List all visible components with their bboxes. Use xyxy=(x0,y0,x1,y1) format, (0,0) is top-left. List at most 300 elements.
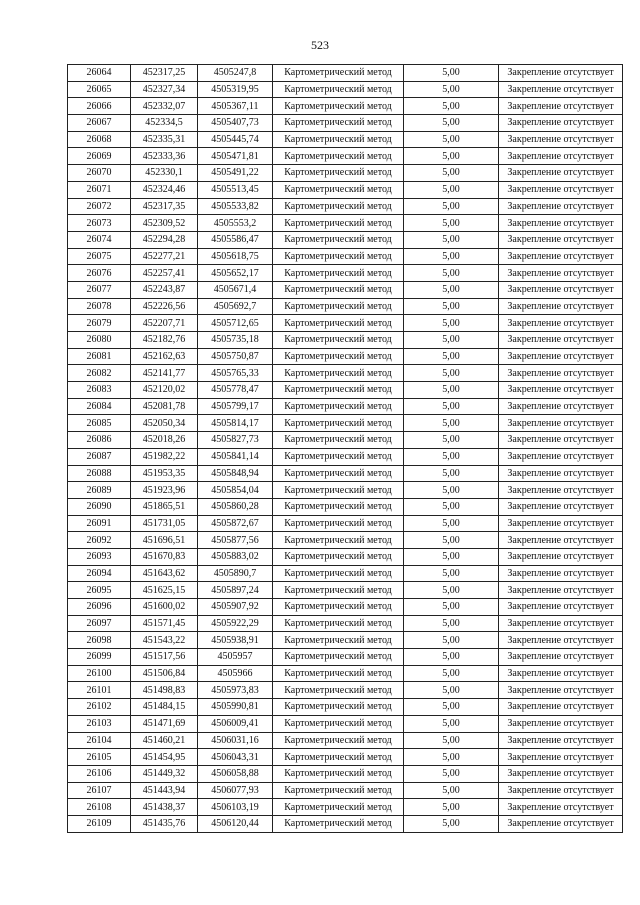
method-cell: Картометрический метод xyxy=(273,115,404,132)
table-row xyxy=(68,565,623,582)
table-row xyxy=(68,599,623,616)
y-coordinate-cell: 4505897,24 xyxy=(198,582,273,599)
point-number-cell: 26098 xyxy=(68,632,131,649)
x-coordinate-cell: 451471,69 xyxy=(131,715,198,732)
fixation-cell: Закрепление отсутствует xyxy=(499,415,623,432)
method-cell: Картометрический метод xyxy=(273,231,404,248)
method-cell: Картометрический метод xyxy=(273,765,404,782)
table-row xyxy=(68,448,623,465)
y-coordinate-cell: 4505618,75 xyxy=(198,248,273,265)
point-number-cell: 26086 xyxy=(68,432,131,449)
page-number: 523 xyxy=(311,38,329,52)
fixation-cell: Закрепление отсутствует xyxy=(499,599,623,616)
table-row xyxy=(68,632,623,649)
x-coordinate-cell: 452081,78 xyxy=(131,398,198,415)
fixation-cell: Закрепление отсутствует xyxy=(499,398,623,415)
accuracy-cell: 5,00 xyxy=(404,448,499,465)
point-number-cell: 26073 xyxy=(68,215,131,232)
method-cell: Картометрический метод xyxy=(273,699,404,716)
fixation-cell: Закрепление отсутствует xyxy=(499,515,623,532)
accuracy-cell: 5,00 xyxy=(404,98,499,115)
point-number-cell: 26083 xyxy=(68,382,131,399)
table-row xyxy=(68,281,623,298)
x-coordinate-cell: 452332,07 xyxy=(131,98,198,115)
method-cell: Картометрический метод xyxy=(273,799,404,816)
y-coordinate-cell: 4505877,56 xyxy=(198,532,273,549)
fixation-cell: Закрепление отсутствует xyxy=(499,565,623,582)
fixation-cell: Закрепление отсутствует xyxy=(499,65,623,82)
accuracy-cell: 5,00 xyxy=(404,465,499,482)
accuracy-cell: 5,00 xyxy=(404,799,499,816)
y-coordinate-cell: 4505533,82 xyxy=(198,198,273,215)
method-cell: Картометрический метод xyxy=(273,215,404,232)
y-coordinate-cell: 4505765,33 xyxy=(198,365,273,382)
method-cell: Картометрический метод xyxy=(273,81,404,98)
y-coordinate-cell: 4505692,7 xyxy=(198,298,273,315)
method-cell: Картометрический метод xyxy=(273,181,404,198)
point-number-cell: 26068 xyxy=(68,131,131,148)
method-cell: Картометрический метод xyxy=(273,131,404,148)
fixation-cell: Закрепление отсутствует xyxy=(499,632,623,649)
point-number-cell: 26104 xyxy=(68,732,131,749)
x-coordinate-cell: 452120,02 xyxy=(131,382,198,399)
table-row xyxy=(68,548,623,565)
table-row xyxy=(68,265,623,282)
point-number-cell: 26085 xyxy=(68,415,131,432)
method-cell: Картометрический метод xyxy=(273,248,404,265)
fixation-cell: Закрепление отсутствует xyxy=(499,815,623,832)
fixation-cell: Закрепление отсутствует xyxy=(499,231,623,248)
method-cell: Картометрический метод xyxy=(273,198,404,215)
table-row xyxy=(68,382,623,399)
table-row xyxy=(68,148,623,165)
method-cell: Картометрический метод xyxy=(273,815,404,832)
fixation-cell: Закрепление отсутствует xyxy=(499,165,623,182)
accuracy-cell: 5,00 xyxy=(404,665,499,682)
point-number-cell: 26080 xyxy=(68,332,131,349)
fixation-cell: Закрепление отсутствует xyxy=(499,498,623,515)
method-cell: Картометрический метод xyxy=(273,165,404,182)
accuracy-cell: 5,00 xyxy=(404,298,499,315)
method-cell: Картометрический метод xyxy=(273,265,404,282)
point-number-cell: 26076 xyxy=(68,265,131,282)
x-coordinate-cell: 451643,62 xyxy=(131,565,198,582)
y-coordinate-cell: 4505778,47 xyxy=(198,382,273,399)
method-cell: Картометрический метод xyxy=(273,632,404,649)
point-number-cell: 26065 xyxy=(68,81,131,98)
accuracy-cell: 5,00 xyxy=(404,115,499,132)
table-row xyxy=(68,365,623,382)
fixation-cell: Закрепление отсутствует xyxy=(499,665,623,682)
x-coordinate-cell: 451865,51 xyxy=(131,498,198,515)
table-row xyxy=(68,715,623,732)
y-coordinate-cell: 4506120,44 xyxy=(198,815,273,832)
point-number-cell: 26102 xyxy=(68,699,131,716)
fixation-cell: Закрепление отсутствует xyxy=(499,765,623,782)
point-number-cell: 26078 xyxy=(68,298,131,315)
point-number-cell: 26099 xyxy=(68,649,131,666)
method-cell: Картометрический метод xyxy=(273,348,404,365)
x-coordinate-cell: 451670,83 xyxy=(131,548,198,565)
fixation-cell: Закрепление отсутствует xyxy=(499,465,623,482)
x-coordinate-cell: 451449,32 xyxy=(131,765,198,782)
fixation-cell: Закрепление отсутствует xyxy=(499,749,623,766)
accuracy-cell: 5,00 xyxy=(404,632,499,649)
y-coordinate-cell: 4506103,19 xyxy=(198,799,273,816)
point-number-cell: 26072 xyxy=(68,198,131,215)
x-coordinate-cell: 451982,22 xyxy=(131,448,198,465)
x-coordinate-cell: 451600,02 xyxy=(131,599,198,616)
fixation-cell: Закрепление отсутствует xyxy=(499,532,623,549)
method-cell: Картометрический метод xyxy=(273,365,404,382)
fixation-cell: Закрепление отсутствует xyxy=(499,799,623,816)
y-coordinate-cell: 4505827,73 xyxy=(198,432,273,449)
y-coordinate-cell: 4505712,65 xyxy=(198,315,273,332)
x-coordinate-cell: 452243,87 xyxy=(131,281,198,298)
point-number-cell: 26093 xyxy=(68,548,131,565)
accuracy-cell: 5,00 xyxy=(404,649,499,666)
method-cell: Картометрический метод xyxy=(273,332,404,349)
point-number-cell: 26092 xyxy=(68,532,131,549)
method-cell: Картометрический метод xyxy=(273,732,404,749)
point-number-cell: 26066 xyxy=(68,98,131,115)
point-number-cell: 26094 xyxy=(68,565,131,582)
method-cell: Картометрический метод xyxy=(273,582,404,599)
point-number-cell: 26103 xyxy=(68,715,131,732)
point-number-cell: 26069 xyxy=(68,148,131,165)
point-number-cell: 26067 xyxy=(68,115,131,132)
accuracy-cell: 5,00 xyxy=(404,315,499,332)
fixation-cell: Закрепление отсутствует xyxy=(499,181,623,198)
x-coordinate-cell: 452018,26 xyxy=(131,432,198,449)
x-coordinate-cell: 451460,21 xyxy=(131,732,198,749)
table-row xyxy=(68,749,623,766)
method-cell: Картометрический метод xyxy=(273,532,404,549)
method-cell: Картометрический метод xyxy=(273,515,404,532)
method-cell: Картометрический метод xyxy=(273,298,404,315)
y-coordinate-cell: 4505922,29 xyxy=(198,615,273,632)
table-row xyxy=(68,198,623,215)
accuracy-cell: 5,00 xyxy=(404,732,499,749)
x-coordinate-cell: 451438,37 xyxy=(131,799,198,816)
accuracy-cell: 5,00 xyxy=(404,565,499,582)
x-coordinate-cell: 452317,25 xyxy=(131,65,198,82)
method-cell: Картометрический метод xyxy=(273,281,404,298)
table-row xyxy=(68,215,623,232)
y-coordinate-cell: 4505957 xyxy=(198,649,273,666)
table-row xyxy=(68,415,623,432)
y-coordinate-cell: 4505735,18 xyxy=(198,332,273,349)
method-cell: Картометрический метод xyxy=(273,565,404,582)
accuracy-cell: 5,00 xyxy=(404,715,499,732)
table-row xyxy=(68,532,623,549)
y-coordinate-cell: 4505445,74 xyxy=(198,131,273,148)
accuracy-cell: 5,00 xyxy=(404,148,499,165)
table-row xyxy=(68,115,623,132)
table-row xyxy=(68,665,623,682)
table-row xyxy=(68,615,623,632)
accuracy-cell: 5,00 xyxy=(404,482,499,499)
method-cell: Картометрический метод xyxy=(273,98,404,115)
method-cell: Картометрический метод xyxy=(273,599,404,616)
fixation-cell: Закрепление отсутствует xyxy=(499,81,623,98)
accuracy-cell: 5,00 xyxy=(404,198,499,215)
y-coordinate-cell: 4505938,91 xyxy=(198,632,273,649)
table-row xyxy=(68,799,623,816)
accuracy-cell: 5,00 xyxy=(404,398,499,415)
point-number-cell: 26096 xyxy=(68,599,131,616)
table-row xyxy=(68,315,623,332)
point-number-cell: 26064 xyxy=(68,65,131,82)
y-coordinate-cell: 4505872,67 xyxy=(198,515,273,532)
point-number-cell: 26097 xyxy=(68,615,131,632)
table-row xyxy=(68,165,623,182)
fixation-cell: Закрепление отсутствует xyxy=(499,699,623,716)
y-coordinate-cell: 4506077,93 xyxy=(198,782,273,799)
x-coordinate-cell: 451435,76 xyxy=(131,815,198,832)
y-coordinate-cell: 4505907,92 xyxy=(198,599,273,616)
fixation-cell: Закрепление отсутствует xyxy=(499,715,623,732)
x-coordinate-cell: 452162,63 xyxy=(131,348,198,365)
method-cell: Картометрический метод xyxy=(273,782,404,799)
x-coordinate-cell: 452333,36 xyxy=(131,148,198,165)
accuracy-cell: 5,00 xyxy=(404,181,499,198)
fixation-cell: Закрепление отсутствует xyxy=(499,198,623,215)
y-coordinate-cell: 4505247,8 xyxy=(198,65,273,82)
fixation-cell: Закрепление отсутствует xyxy=(499,265,623,282)
x-coordinate-cell: 452277,21 xyxy=(131,248,198,265)
table-row xyxy=(68,465,623,482)
fixation-cell: Закрепление отсутствует xyxy=(499,348,623,365)
accuracy-cell: 5,00 xyxy=(404,215,499,232)
x-coordinate-cell: 451506,84 xyxy=(131,665,198,682)
x-coordinate-cell: 452317,35 xyxy=(131,198,198,215)
table-row xyxy=(68,582,623,599)
point-number-cell: 26077 xyxy=(68,281,131,298)
fixation-cell: Закрепление отсутствует xyxy=(499,682,623,699)
method-cell: Картометрический метод xyxy=(273,382,404,399)
accuracy-cell: 5,00 xyxy=(404,548,499,565)
accuracy-cell: 5,00 xyxy=(404,699,499,716)
x-coordinate-cell: 451543,22 xyxy=(131,632,198,649)
table-row xyxy=(68,498,623,515)
y-coordinate-cell: 4506031,16 xyxy=(198,732,273,749)
fixation-cell: Закрепление отсутствует xyxy=(499,248,623,265)
table-row xyxy=(68,348,623,365)
accuracy-cell: 5,00 xyxy=(404,682,499,699)
fixation-cell: Закрепление отсутствует xyxy=(499,215,623,232)
method-cell: Картометрический метод xyxy=(273,315,404,332)
accuracy-cell: 5,00 xyxy=(404,515,499,532)
table-row xyxy=(68,782,623,799)
fixation-cell: Закрепление отсутствует xyxy=(499,315,623,332)
y-coordinate-cell: 4505491,22 xyxy=(198,165,273,182)
fixation-cell: Закрепление отсутствует xyxy=(499,782,623,799)
x-coordinate-cell: 452335,31 xyxy=(131,131,198,148)
y-coordinate-cell: 4505841,14 xyxy=(198,448,273,465)
y-coordinate-cell: 4505799,17 xyxy=(198,398,273,415)
x-coordinate-cell: 452330,1 xyxy=(131,165,198,182)
accuracy-cell: 5,00 xyxy=(404,749,499,766)
accuracy-cell: 5,00 xyxy=(404,165,499,182)
method-cell: Картометрический метод xyxy=(273,415,404,432)
y-coordinate-cell: 4505652,17 xyxy=(198,265,273,282)
accuracy-cell: 5,00 xyxy=(404,532,499,549)
x-coordinate-cell: 452324,46 xyxy=(131,181,198,198)
point-number-cell: 26105 xyxy=(68,749,131,766)
accuracy-cell: 5,00 xyxy=(404,248,499,265)
fixation-cell: Закрепление отсутствует xyxy=(499,615,623,632)
table-body xyxy=(68,65,623,833)
accuracy-cell: 5,00 xyxy=(404,281,499,298)
point-number-cell: 26100 xyxy=(68,665,131,682)
accuracy-cell: 5,00 xyxy=(404,615,499,632)
accuracy-cell: 5,00 xyxy=(404,131,499,148)
table-row xyxy=(68,732,623,749)
method-cell: Картометрический метод xyxy=(273,465,404,482)
x-coordinate-cell: 452050,34 xyxy=(131,415,198,432)
accuracy-cell: 5,00 xyxy=(404,765,499,782)
y-coordinate-cell: 4506058,88 xyxy=(198,765,273,782)
accuracy-cell: 5,00 xyxy=(404,582,499,599)
fixation-cell: Закрепление отсутствует xyxy=(499,131,623,148)
fixation-cell: Закрепление отсутствует xyxy=(499,482,623,499)
fixation-cell: Закрепление отсутствует xyxy=(499,582,623,599)
fixation-cell: Закрепление отсутствует xyxy=(499,332,623,349)
table-row xyxy=(68,699,623,716)
point-number-cell: 26088 xyxy=(68,465,131,482)
x-coordinate-cell: 452309,52 xyxy=(131,215,198,232)
y-coordinate-cell: 4505586,47 xyxy=(198,231,273,248)
table-row xyxy=(68,765,623,782)
x-coordinate-cell: 452257,41 xyxy=(131,265,198,282)
table-row xyxy=(68,815,623,832)
table-row xyxy=(68,231,623,248)
x-coordinate-cell: 451454,95 xyxy=(131,749,198,766)
y-coordinate-cell: 4505966 xyxy=(198,665,273,682)
point-number-cell: 26087 xyxy=(68,448,131,465)
table-row xyxy=(68,298,623,315)
method-cell: Картометрический метод xyxy=(273,448,404,465)
method-cell: Картометрический метод xyxy=(273,65,404,82)
fixation-cell: Закрепление отсутствует xyxy=(499,98,623,115)
x-coordinate-cell: 451443,94 xyxy=(131,782,198,799)
method-cell: Картометрический метод xyxy=(273,665,404,682)
point-number-cell: 26074 xyxy=(68,231,131,248)
x-coordinate-cell: 452334,5 xyxy=(131,115,198,132)
y-coordinate-cell: 4505860,28 xyxy=(198,498,273,515)
y-coordinate-cell: 4505553,2 xyxy=(198,215,273,232)
accuracy-cell: 5,00 xyxy=(404,348,499,365)
point-number-cell: 26071 xyxy=(68,181,131,198)
y-coordinate-cell: 4505854,04 xyxy=(198,482,273,499)
fixation-cell: Закрепление отсутствует xyxy=(499,448,623,465)
fixation-cell: Закрепление отсутствует xyxy=(499,382,623,399)
point-number-cell: 26070 xyxy=(68,165,131,182)
point-number-cell: 26101 xyxy=(68,682,131,699)
y-coordinate-cell: 4505973,83 xyxy=(198,682,273,699)
x-coordinate-cell: 452182,76 xyxy=(131,332,198,349)
accuracy-cell: 5,00 xyxy=(404,782,499,799)
fixation-cell: Закрепление отсутствует xyxy=(499,432,623,449)
point-number-cell: 26106 xyxy=(68,765,131,782)
y-coordinate-cell: 4505367,11 xyxy=(198,98,273,115)
x-coordinate-cell: 451571,45 xyxy=(131,615,198,632)
point-number-cell: 26107 xyxy=(68,782,131,799)
x-coordinate-cell: 452141,77 xyxy=(131,365,198,382)
accuracy-cell: 5,00 xyxy=(404,815,499,832)
accuracy-cell: 5,00 xyxy=(404,265,499,282)
y-coordinate-cell: 4505671,4 xyxy=(198,281,273,298)
accuracy-cell: 5,00 xyxy=(404,65,499,82)
table-row xyxy=(68,131,623,148)
accuracy-cell: 5,00 xyxy=(404,432,499,449)
x-coordinate-cell: 452327,34 xyxy=(131,81,198,98)
accuracy-cell: 5,00 xyxy=(404,415,499,432)
point-number-cell: 26089 xyxy=(68,482,131,499)
y-coordinate-cell: 4506009,41 xyxy=(198,715,273,732)
table-row xyxy=(68,515,623,532)
y-coordinate-cell: 4505848,94 xyxy=(198,465,273,482)
accuracy-cell: 5,00 xyxy=(404,332,499,349)
point-number-cell: 26075 xyxy=(68,248,131,265)
fixation-cell: Закрепление отсутствует xyxy=(499,365,623,382)
y-coordinate-cell: 4505990,81 xyxy=(198,699,273,716)
x-coordinate-cell: 451696,51 xyxy=(131,532,198,549)
x-coordinate-cell: 452207,71 xyxy=(131,315,198,332)
point-number-cell: 26109 xyxy=(68,815,131,832)
point-number-cell: 26082 xyxy=(68,365,131,382)
fixation-cell: Закрепление отсутствует xyxy=(499,732,623,749)
point-number-cell: 26090 xyxy=(68,498,131,515)
table-row xyxy=(68,398,623,415)
method-cell: Картометрический метод xyxy=(273,749,404,766)
accuracy-cell: 5,00 xyxy=(404,81,499,98)
method-cell: Картометрический метод xyxy=(273,615,404,632)
fixation-cell: Закрепление отсутствует xyxy=(499,281,623,298)
method-cell: Картометрический метод xyxy=(273,432,404,449)
x-coordinate-cell: 451731,05 xyxy=(131,515,198,532)
fixation-cell: Закрепление отсутствует xyxy=(499,298,623,315)
y-coordinate-cell: 4505883,02 xyxy=(198,548,273,565)
accuracy-cell: 5,00 xyxy=(404,599,499,616)
point-number-cell: 26081 xyxy=(68,348,131,365)
table-row xyxy=(68,98,623,115)
point-number-cell: 26095 xyxy=(68,582,131,599)
method-cell: Картометрический метод xyxy=(273,649,404,666)
method-cell: Картометрический метод xyxy=(273,682,404,699)
method-cell: Картометрический метод xyxy=(273,148,404,165)
y-coordinate-cell: 4506043,31 xyxy=(198,749,273,766)
table-row xyxy=(68,248,623,265)
point-number-cell: 26079 xyxy=(68,315,131,332)
fixation-cell: Закрепление отсутствует xyxy=(499,115,623,132)
x-coordinate-cell: 451484,15 xyxy=(131,699,198,716)
y-coordinate-cell: 4505814,17 xyxy=(198,415,273,432)
y-coordinate-cell: 4505890,7 xyxy=(198,565,273,582)
table-row xyxy=(68,181,623,198)
x-coordinate-cell: 451953,35 xyxy=(131,465,198,482)
y-coordinate-cell: 4505319,95 xyxy=(198,81,273,98)
table-row xyxy=(68,81,623,98)
x-coordinate-cell: 451625,15 xyxy=(131,582,198,599)
accuracy-cell: 5,00 xyxy=(404,498,499,515)
table-row xyxy=(68,649,623,666)
method-cell: Картометрический метод xyxy=(273,498,404,515)
table-row xyxy=(68,332,623,349)
fixation-cell: Закрепление отсутствует xyxy=(499,148,623,165)
y-coordinate-cell: 4505407,73 xyxy=(198,115,273,132)
